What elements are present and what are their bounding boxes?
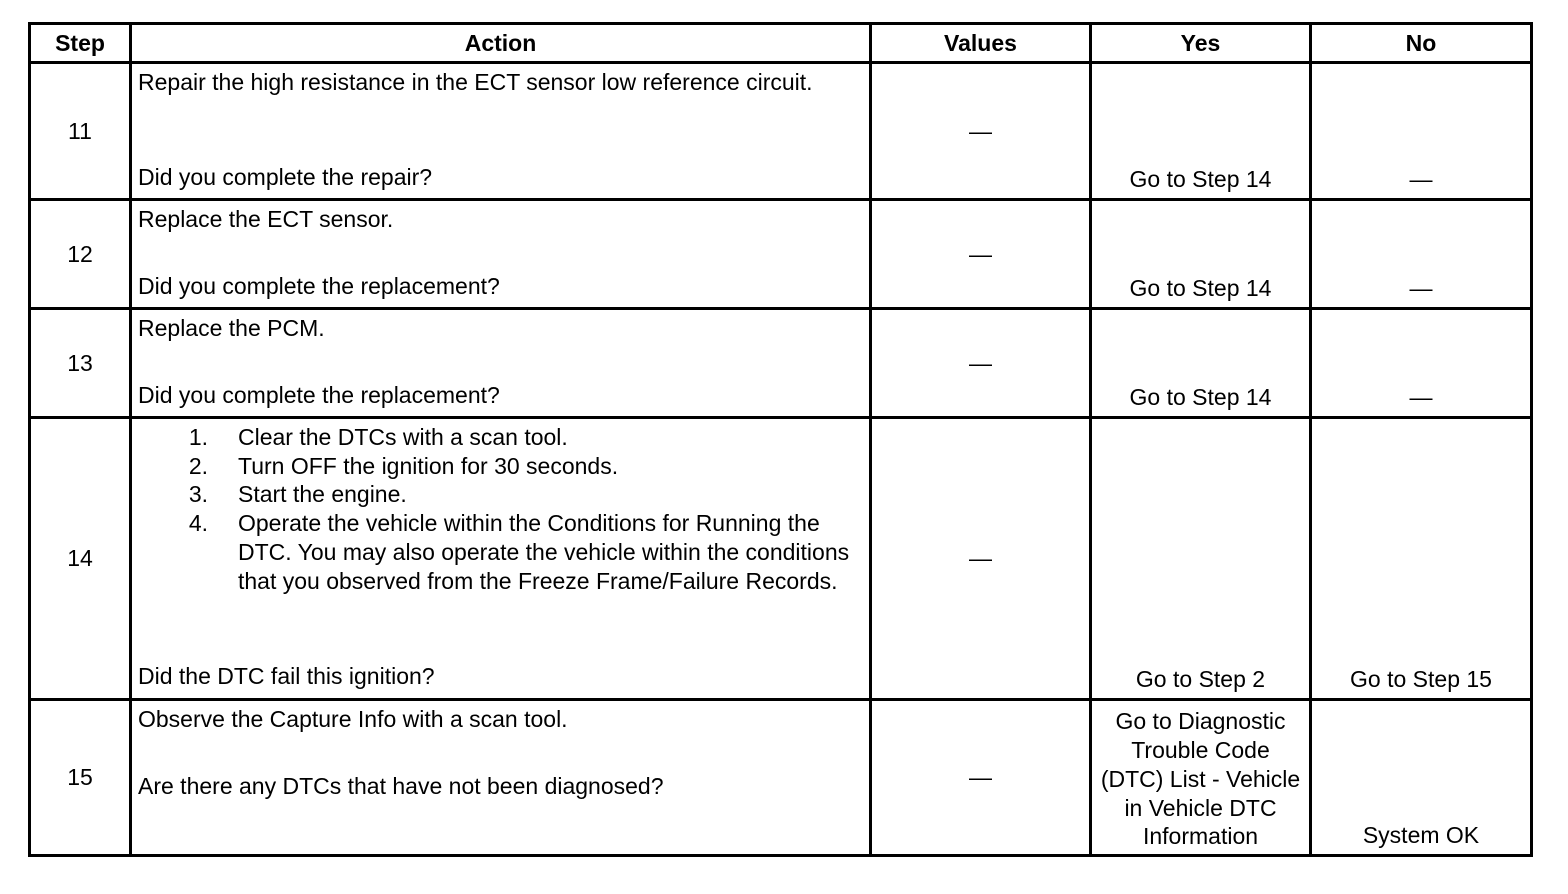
values-cell: — — [871, 309, 1091, 418]
no-cell: — — [1311, 63, 1532, 200]
values-cell: — — [871, 418, 1091, 700]
list-item — [138, 452, 863, 481]
action-question: Did you complete the repair? — [138, 164, 433, 191]
yes-link[interactable]: Go to Step 14 — [1091, 309, 1311, 418]
header-no: No — [1311, 24, 1532, 63]
list-item-number: 1. — [188, 424, 208, 450]
values-cell: — — [871, 200, 1091, 309]
values-cell: — — [871, 700, 1091, 856]
list-item-text: Turn OFF the ignition for 30 seconds. — [238, 452, 619, 479]
header-action: Action — [131, 24, 871, 63]
table-row — [30, 418, 1532, 700]
list-item — [138, 480, 863, 509]
yes-link[interactable]: Go to Step 2 — [1091, 418, 1311, 700]
no-cell: — — [1311, 309, 1532, 418]
header-yes: Yes — [1091, 24, 1311, 63]
list-item-number: 3. — [188, 481, 208, 508]
table-row — [30, 200, 1532, 309]
action-question: Did you complete the replacement? — [138, 273, 500, 300]
header-values: Values — [871, 24, 1091, 63]
step-number: 14 — [30, 418, 131, 700]
action-cell — [131, 309, 871, 418]
action-cell — [131, 418, 871, 700]
header-row — [30, 24, 1532, 63]
step-number: 13 — [30, 309, 131, 418]
step-number: 11 — [30, 63, 131, 200]
action-text: Replace the ECT sensor. — [138, 206, 394, 232]
list-item — [138, 509, 863, 595]
diagnostic-table — [28, 22, 1533, 857]
list-item-text: Operate the vehicle within the Conditions for Running the DTC. You may also operate the vehicle within the conditions that you observed from the Freeze Frame/Failure Records. — [238, 510, 850, 594]
action-question: Did the DTC fail this ignition? — [138, 663, 435, 690]
spacer — [138, 734, 863, 762]
action-question: Are there any DTCs that have not been diagnosed? — [138, 772, 664, 799]
no-cell: System OK — [1311, 700, 1532, 856]
table-row — [30, 700, 1532, 856]
table-row — [30, 309, 1532, 418]
step-number: 12 — [30, 200, 131, 309]
no-link[interactable]: Go to Step 15 — [1311, 418, 1532, 700]
list-item-number: 4. — [188, 510, 208, 537]
action-text: Observe the Capture Info with a scan tool. — [138, 706, 568, 732]
yes-link[interactable]: Go to Step 14 — [1091, 63, 1311, 200]
step-number: 15 — [30, 700, 131, 856]
action-text: Repair the high resistance in the ECT sensor low reference circuit. — [138, 69, 813, 95]
action-cell — [131, 200, 871, 309]
action-cell — [131, 63, 871, 200]
list-item-text: Clear the DTCs with a scan tool. — [238, 424, 568, 450]
table-row — [30, 63, 1532, 200]
action-text: Replace the PCM. — [138, 315, 325, 341]
no-cell: — — [1311, 200, 1532, 309]
list-item-text: Start the engine. — [238, 481, 407, 508]
header-step: Step — [30, 24, 131, 63]
yes-link[interactable]: Go to Step 14 — [1091, 200, 1311, 309]
procedure-list — [138, 423, 863, 595]
list-item-number: 2. — [188, 452, 208, 479]
action-cell — [131, 700, 871, 856]
values-cell: — — [871, 63, 1091, 200]
yes-link[interactable]: Go to Diagnostic Trouble Code (DTC) List - Vehicle in Vehicle DTC Information — [1091, 700, 1311, 856]
action-question: Did you complete the replacement? — [138, 382, 500, 409]
list-item — [138, 423, 863, 452]
